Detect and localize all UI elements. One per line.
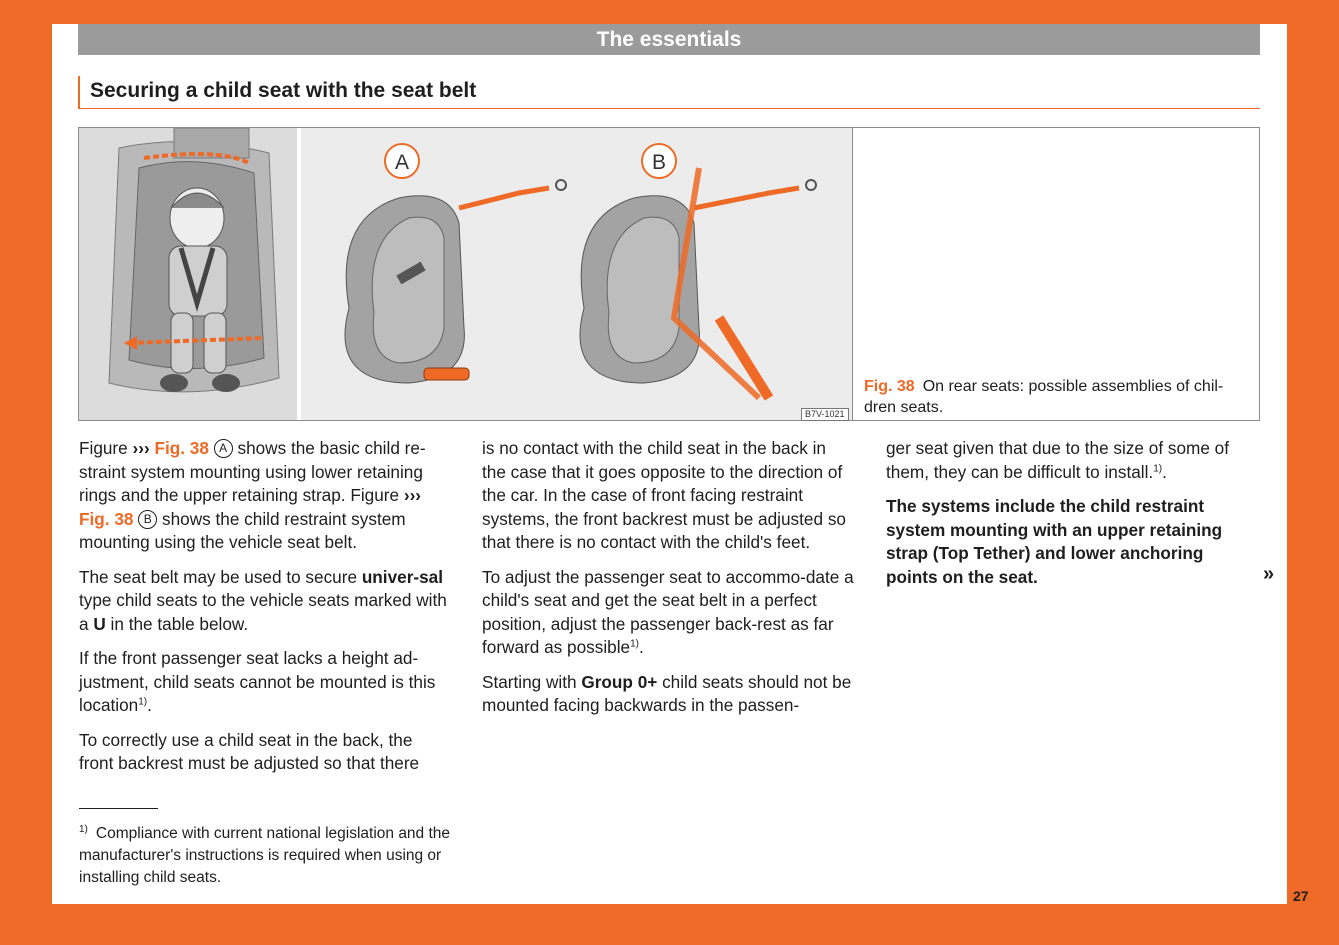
- text: To correctly use a child seat in the back, the front backrest must be adjusted so that there: [79, 729, 420, 773]
- figure-caption-ref: Fig. 38: [864, 378, 915, 395]
- child-seat-illustration: [79, 128, 852, 420]
- section-title: Securing a child seat with the seat belt: [90, 79, 477, 102]
- circle-b-icon: B: [138, 510, 157, 529]
- bold-term: U: [93, 613, 106, 634]
- bold-paragraph: The systems include the child restraint system mounting with an upper retaining strap (Top Tether) and lower anchoring points on the seat.: [886, 496, 1223, 587]
- paragraph: [79, 566, 451, 637]
- figure-caption: [864, 376, 1249, 418]
- figure-38: [78, 127, 1260, 421]
- text: shows the child restraint system mounting using the vehicle seat belt.: [79, 508, 406, 552]
- text-column-2: [482, 437, 854, 729]
- figure-caption-text: On rear seats: possible assemblies of chil-dren seats.: [864, 378, 1224, 416]
- text: Figure: [79, 438, 128, 458]
- text-column-3: [886, 437, 1258, 600]
- image-code: B7V-1021: [801, 408, 849, 421]
- paragraph: [482, 566, 854, 660]
- text: child seats should not be mounted facing backwards in the passen-: [482, 671, 852, 715]
- footnote: [79, 823, 459, 889]
- text: in the table below.: [110, 613, 249, 634]
- paragraph: ger seat given that due to the size of some of them, they can be difficult to install.$^{1)}$.: [886, 438, 1230, 482]
- paragraph: [482, 671, 854, 718]
- continue-arrow-icon: »: [1263, 563, 1275, 585]
- bold-term: univer-sal: [361, 566, 444, 587]
- paragraph: [79, 647, 451, 718]
- text: Starting with: [482, 671, 577, 692]
- text-column-1: [79, 437, 451, 787]
- fig-link[interactable]: Fig. 38: [79, 508, 134, 529]
- text: .: [147, 695, 152, 715]
- figure-label-a: A: [394, 151, 410, 174]
- paragraph: [482, 437, 854, 555]
- footnote-ref[interactable]: 1): [1153, 462, 1163, 474]
- bold-term: Group 0+: [581, 671, 658, 692]
- footnote-ref[interactable]: 1): [630, 638, 639, 650]
- text: If the front passenger seat lacks a height ad-justment, child seats cannot be mounted is this location: [79, 648, 436, 715]
- circle-a-icon: A: [214, 439, 233, 458]
- text: ger seat given that due to the size of some of them, they can be difficult to install.: [886, 438, 1230, 482]
- paragraph: [79, 729, 451, 776]
- text: To adjust the passenger seat to accommo-date a child's seat and get the seat belt in a perfect position, adjust the passenger back-rest as far forward as possible: [482, 566, 854, 657]
- chapter-header: The essentials: [78, 24, 1260, 55]
- text: .: [638, 637, 644, 657]
- cross-ref-arrows: ›››: [132, 438, 150, 458]
- text: shows the basic child re-straint system mounting using lower retaining rings and the upper retaining strap. Figure: [79, 438, 426, 505]
- fig-link[interactable]: Fig. 38: [154, 438, 209, 458]
- text: The seat belt may be used to secure: [79, 566, 358, 587]
- text: is no contact with the child seat in the back in the case that it goes opposite to the direction of the car. In the case of front facing restraint systems, the front backrest must be adjusted so that there is no contact with the child's feet.: [482, 438, 846, 552]
- cross-ref-arrows: ›››: [403, 485, 422, 505]
- figure-label-b: B: [651, 151, 667, 174]
- footnote-marker: 1): [79, 823, 88, 835]
- paragraph: [79, 437, 451, 555]
- footnote-ref[interactable]: 1): [138, 696, 148, 708]
- section-title-box: [78, 76, 1260, 109]
- footnote-text: Compliance with current national legislation and the manufacturer's instructions is required when using or installing child seats.: [79, 825, 451, 886]
- footnote-divider: [79, 808, 158, 809]
- page-number: 27: [1293, 888, 1309, 904]
- figure-illustration: [79, 128, 853, 420]
- text: type child seats to the vehicle seats marked with a: [79, 590, 447, 634]
